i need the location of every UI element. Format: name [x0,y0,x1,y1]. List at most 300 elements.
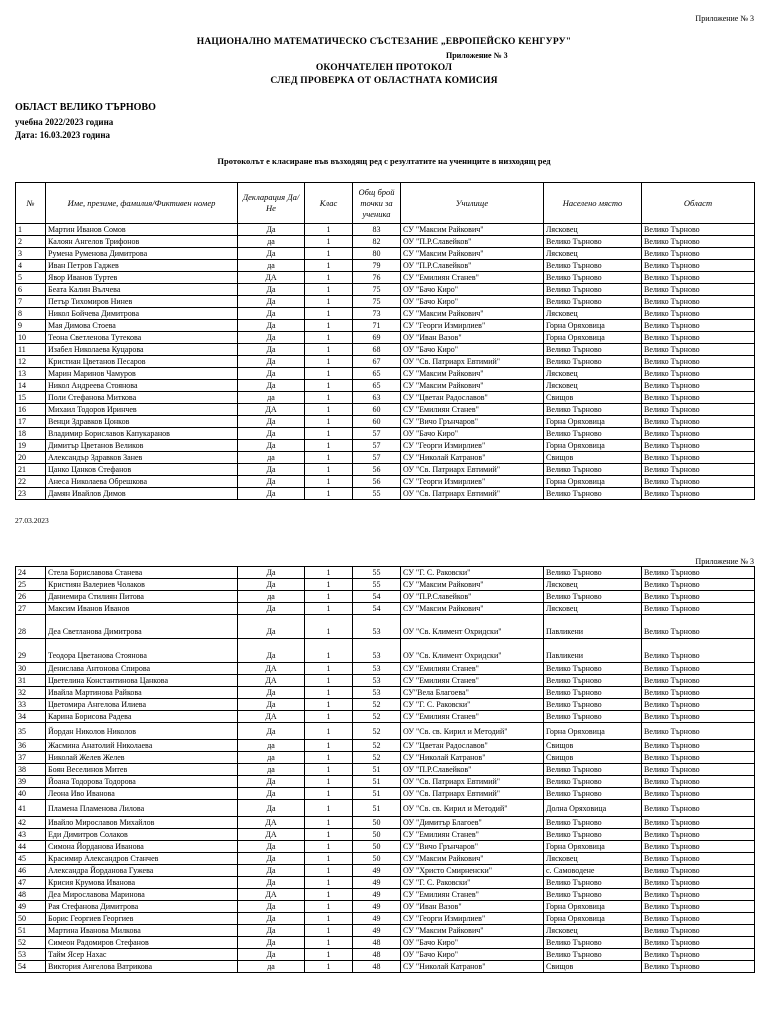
table-row [16,380,755,392]
cell-student-name: Виктория Ангелова Ватрикова [46,961,238,973]
cell-grade: 1 [305,284,353,296]
cell-row-number: 53 [16,949,46,961]
cell-town: Павликени [544,615,642,639]
cell-declaration: да [238,236,305,248]
cell-points: 52 [353,723,401,740]
col-header-number: № [16,183,46,224]
cell-region: Велико Търново [642,356,755,368]
cell-points: 51 [353,788,401,800]
cell-points: 83 [353,224,401,236]
cell-grade: 1 [305,723,353,740]
cell-row-number: 27 [16,603,46,615]
cell-town: Велико Търново [544,711,642,723]
cell-declaration: ДА [238,829,305,841]
cell-row-number: 52 [16,937,46,949]
cell-points: 65 [353,380,401,392]
cell-declaration: Да [238,615,305,639]
cell-row-number: 25 [16,579,46,591]
school-year: учебна 2022/2023 година [15,117,114,127]
cell-region: Велико Търново [642,865,755,877]
cell-declaration: Да [238,723,305,740]
cell-region: Велико Търново [642,248,755,260]
cell-declaration: Да [238,949,305,961]
cell-declaration: Да [238,579,305,591]
cell-row-number: 45 [16,853,46,865]
cell-grade: 1 [305,452,353,464]
cell-student-name: Пламена Пламенова Лилова [46,800,238,817]
cell-points: 54 [353,591,401,603]
page-break [0,529,768,559]
cell-town: Велико Търново [544,829,642,841]
cell-points: 49 [353,925,401,937]
cell-grade: 1 [305,488,353,500]
cell-region: Велико Търново [642,913,755,925]
cell-school: СУ "Николай Катранов" [401,452,544,464]
cell-row-number: 7 [16,296,46,308]
table-row [16,800,755,817]
table-row [16,567,755,579]
cell-region: Велико Търново [642,699,755,711]
cell-town: с. Самоводене [544,865,642,877]
cell-points: 49 [353,901,401,913]
cell-student-name: Йоана Тодорова Тодорова [46,776,238,788]
cell-row-number: 20 [16,452,46,464]
cell-points: 53 [353,687,401,699]
cell-points: 52 [353,752,401,764]
table-row [16,699,755,711]
cell-grade: 1 [305,687,353,699]
cell-grade: 1 [305,788,353,800]
cell-school: СУ "Георги Измирлиев" [401,440,544,452]
cell-row-number: 39 [16,776,46,788]
cell-points: 48 [353,949,401,961]
cell-region: Велико Търново [642,949,755,961]
cell-student-name: Еди Димитров Солаков [46,829,238,841]
cell-region: Велико Търново [642,764,755,776]
cell-points: 69 [353,332,401,344]
cell-school: ОУ "Св. св. Кирил и Методий" [401,800,544,817]
cell-row-number: 18 [16,428,46,440]
cell-region: Велико Търново [642,464,755,476]
cell-student-name: Дамян Ивайлов Димов [46,488,238,500]
cell-student-name: Борис Георгиев Георгиев [46,913,238,925]
cell-row-number: 31 [16,675,46,687]
cell-declaration: ДА [238,404,305,416]
cell-grade: 1 [305,961,353,973]
cell-region: Велико Търново [642,380,755,392]
table-row [16,788,755,800]
cell-school: СУ "Г. С. Раковски" [401,877,544,889]
cell-declaration: Да [238,937,305,949]
cell-row-number: 17 [16,416,46,428]
cell-school: ОУ "П.Р.Славейков" [401,764,544,776]
table-row [16,853,755,865]
cell-town: Свищов [544,452,642,464]
cell-school: СУ "Николай Катранов" [401,961,544,973]
cell-region: Велико Търново [642,308,755,320]
cell-row-number: 42 [16,817,46,829]
cell-grade: 1 [305,889,353,901]
cell-town: Лясковец [544,579,642,591]
cell-row-number: 13 [16,368,46,380]
table-row [16,877,755,889]
cell-grade: 1 [305,248,353,260]
cell-student-name: Боян Веселинов Митев [46,764,238,776]
cell-declaration: Да [238,344,305,356]
cell-school: СУ "Вичо Грънчаров" [401,841,544,853]
table-row [16,615,755,639]
cell-school: СУ "Максим Райкович" [401,224,544,236]
cell-student-name: Мая Димова Стоева [46,320,238,332]
footer-date: 27.03.2023 [15,516,49,525]
cell-grade: 1 [305,853,353,865]
cell-town: Лясковец [544,224,642,236]
cell-points: 56 [353,476,401,488]
protocol-date: Дата: 16.03.2023 година [15,130,111,140]
cell-grade: 1 [305,416,353,428]
cell-region: Велико Търново [642,740,755,752]
cell-declaration: Да [238,603,305,615]
cell-region: Велико Търново [642,615,755,639]
table-row [16,368,755,380]
cell-student-name: Марин Маринов Чамуров [46,368,238,380]
cell-town: Лясковец [544,248,642,260]
cell-student-name: Симеон Радомиров Стефанов [46,937,238,949]
cell-row-number: 51 [16,925,46,937]
cell-student-name: Цветомира Ангелова Илиева [46,699,238,711]
cell-student-name: Изабел Николаева Куцарова [46,344,238,356]
cell-school: СУ "Г. С. Раковски" [401,567,544,579]
cell-town: Горна Оряховица [544,332,642,344]
cell-school: СУ "Максим Райкович" [401,579,544,591]
cell-grade: 1 [305,356,353,368]
cell-row-number: 2 [16,236,46,248]
cell-school: ОУ "Иван Вазов" [401,901,544,913]
table-row [16,764,755,776]
cell-points: 75 [353,284,401,296]
cell-region: Велико Търново [642,272,755,284]
table-row [16,687,755,699]
cell-declaration: Да [238,224,305,236]
table-row [16,416,755,428]
cell-row-number: 16 [16,404,46,416]
cell-student-name: Кристиян Валериев Чолаков [46,579,238,591]
cell-points: 52 [353,711,401,723]
table-row [16,476,755,488]
cell-student-name: Даниемира Стилиян Питова [46,591,238,603]
cell-town: Лясковец [544,853,642,865]
table-row [16,272,755,284]
cell-row-number: 12 [16,356,46,368]
table-row [16,889,755,901]
cell-town: Велико Търново [544,260,642,272]
cell-town: Велико Търново [544,949,642,961]
cell-region: Велико Търново [642,440,755,452]
cell-region: Велико Търново [642,320,755,332]
cell-school: СУ "Вичо Грънчаров" [401,416,544,428]
cell-town: Горна Оряховица [544,440,642,452]
cell-declaration: да [238,764,305,776]
cell-school: СУ"Вела Благоева" [401,687,544,699]
table-row [16,428,755,440]
cell-row-number: 37 [16,752,46,764]
table-row [16,925,755,937]
cell-declaration: Да [238,332,305,344]
cell-row-number: 46 [16,865,46,877]
cell-row-number: 38 [16,764,46,776]
table-row [16,260,755,272]
cell-school: ОУ "Св. св. Кирил и Методий" [401,723,544,740]
cell-row-number: 48 [16,889,46,901]
cell-school: ОУ "Бачо Киро" [401,344,544,356]
cell-declaration: ДА [238,711,305,723]
cell-student-name: Венци Здравков Цонков [46,416,238,428]
cell-grade: 1 [305,800,353,817]
table-row [16,248,755,260]
cell-town: Велико Търново [544,344,642,356]
cell-declaration: да [238,392,305,404]
cell-row-number: 8 [16,308,46,320]
cell-declaration: да [238,452,305,464]
cell-student-name: Красимир Александров Станчев [46,853,238,865]
cell-school: ОУ "Св. Патриарх Евтимий" [401,488,544,500]
cell-points: 48 [353,961,401,973]
table-row [16,663,755,675]
cell-town: Горна Оряховица [544,320,642,332]
cell-school: СУ "Максим Райкович" [401,603,544,615]
cell-grade: 1 [305,752,353,764]
cell-town: Горна Оряховица [544,416,642,428]
cell-grade: 1 [305,937,353,949]
cell-points: 60 [353,404,401,416]
cell-student-name: Николай Желев Желев [46,752,238,764]
cell-region: Велико Търново [642,488,755,500]
cell-region: Велико Търново [642,901,755,913]
cell-points: 51 [353,764,401,776]
cell-grade: 1 [305,639,353,663]
col-header-school: Училище [401,183,544,224]
table-row [16,392,755,404]
table-row [16,488,755,500]
cell-points: 57 [353,428,401,440]
table-row [16,452,755,464]
cell-school: СУ "Цветан Радославов" [401,740,544,752]
cell-region: Велико Търново [642,591,755,603]
cell-town: Горна Оряховица [544,901,642,913]
table-row [16,284,755,296]
cell-points: 48 [353,937,401,949]
cell-region: Велико Търново [642,404,755,416]
cell-school: ОУ "Христо Смирненски" [401,865,544,877]
cell-region: Велико Търново [642,788,755,800]
region-label: ОБЛАСТ ВЕЛИКО ТЪРНОВО [15,102,156,113]
table-row [16,740,755,752]
cell-school: СУ "Емилиян Станев" [401,675,544,687]
cell-town: Велико Търново [544,284,642,296]
cell-points: 51 [353,776,401,788]
cell-grade: 1 [305,440,353,452]
cell-region: Велико Търново [642,603,755,615]
cell-declaration: да [238,740,305,752]
cell-region: Велико Търново [642,260,755,272]
cell-student-name: Иван Петров Гаджев [46,260,238,272]
cell-grade: 1 [305,260,353,272]
cell-town: Велико Търново [544,889,642,901]
cell-grade: 1 [305,404,353,416]
table-row [16,344,755,356]
cell-points: 67 [353,356,401,368]
cell-student-name: Деа Светланова Димитрова [46,615,238,639]
cell-region: Велико Търново [642,452,755,464]
cell-grade: 1 [305,865,353,877]
cell-points: 68 [353,344,401,356]
cell-school: ОУ "Бачо Киро" [401,937,544,949]
cell-region: Велико Търново [642,687,755,699]
cell-region: Велико Търново [642,800,755,817]
cell-town: Павликени [544,639,642,663]
cell-grade: 1 [305,236,353,248]
table-row [16,308,755,320]
cell-town: Велико Търново [544,236,642,248]
cell-grade: 1 [305,776,353,788]
cell-grade: 1 [305,877,353,889]
cell-grade: 1 [305,949,353,961]
cell-school: СУ "Георги Измирлиев" [401,913,544,925]
cell-student-name: Димитър Цветанов Великов [46,440,238,452]
table-row [16,356,755,368]
annex-label-top: Приложение № 3 [695,14,754,23]
cell-declaration: Да [238,380,305,392]
cell-school: ОУ "П.Р.Славейков" [401,260,544,272]
table-row [16,723,755,740]
cell-region: Велико Търново [642,639,755,663]
cell-declaration: Да [238,488,305,500]
annex-label-inline: Приложение № 3 [446,51,508,60]
cell-grade: 1 [305,675,353,687]
cell-row-number: 24 [16,567,46,579]
cell-region: Велико Търново [642,853,755,865]
cell-region: Велико Търново [642,889,755,901]
cell-points: 71 [353,320,401,332]
table-row [16,236,755,248]
cell-school: СУ "Емилиян Станев" [401,711,544,723]
cell-declaration: Да [238,853,305,865]
cell-declaration: ДА [238,663,305,675]
table-row [16,332,755,344]
table-row [16,296,755,308]
cell-region: Велико Търново [642,236,755,248]
cell-region: Велико Търново [642,296,755,308]
cell-declaration: Да [238,464,305,476]
cell-points: 76 [353,272,401,284]
cell-school: СУ "Максим Райкович" [401,248,544,260]
cell-points: 49 [353,877,401,889]
cell-declaration: ДА [238,889,305,901]
cell-declaration: Да [238,639,305,663]
cell-school: ОУ "Св. Патриарх Евтимий" [401,776,544,788]
table-row [16,865,755,877]
cell-region: Велико Търново [642,776,755,788]
cell-region: Велико Търново [642,937,755,949]
cell-town: Велико Търново [544,817,642,829]
table-row [16,949,755,961]
table-row [16,829,755,841]
cell-student-name: Беата Калин Вълчева [46,284,238,296]
cell-declaration: Да [238,699,305,711]
cell-row-number: 14 [16,380,46,392]
cell-student-name: Стела Бориславова Станева [46,567,238,579]
cell-town: Горна Оряховица [544,476,642,488]
cell-town: Велико Търново [544,428,642,440]
cell-declaration: Да [238,901,305,913]
cell-student-name: Денислава Антонова Спирова [46,663,238,675]
table-body-page-1 [16,224,755,500]
cell-student-name: Деа Мирославова Маринова [46,889,238,901]
cell-school: ОУ "П.Р.Славейков" [401,591,544,603]
cell-school: СУ "Максим Райкович" [401,380,544,392]
cell-declaration: Да [238,788,305,800]
table-row [16,591,755,603]
cell-declaration: Да [238,567,305,579]
cell-declaration: Да [238,913,305,925]
cell-school: ОУ "Св. Патриарх Евтимий" [401,788,544,800]
cell-school: ОУ "Бачо Киро" [401,949,544,961]
cell-points: 57 [353,440,401,452]
cell-school: СУ "Г. С. Раковски" [401,699,544,711]
cell-points: 49 [353,913,401,925]
cell-town: Велико Търново [544,488,642,500]
cell-grade: 1 [305,711,353,723]
cell-grade: 1 [305,272,353,284]
cell-school: СУ "Цветан Радославов" [401,392,544,404]
table-row [16,675,755,687]
cell-school: ОУ "Св. Климент Охридски" [401,639,544,663]
table-row [16,752,755,764]
annex-label-page-2: Приложение № 3 [695,557,754,566]
cell-grade: 1 [305,740,353,752]
cell-student-name: Александра Йорданова Гужева [46,865,238,877]
cell-declaration: Да [238,800,305,817]
cell-town: Велико Търново [544,464,642,476]
cell-grade: 1 [305,591,353,603]
cell-declaration: ДА [238,272,305,284]
cell-region: Велико Търново [642,817,755,829]
cell-town: Велико Търново [544,788,642,800]
col-header-town: Населено място [544,183,642,224]
col-header-name: Име, презиме, фамилия/Фиктивен номер [46,183,238,224]
cell-declaration: Да [238,248,305,260]
table-row [16,901,755,913]
cell-grade: 1 [305,392,353,404]
cell-student-name: Ивайла Мартинова Райкова [46,687,238,699]
cell-points: 50 [353,841,401,853]
cell-school: СУ "Емилиян Станев" [401,404,544,416]
cell-region: Велико Търново [642,961,755,973]
cell-student-name: Карина Борисова Радева [46,711,238,723]
cell-declaration: Да [238,776,305,788]
cell-grade: 1 [305,817,353,829]
cell-region: Велико Търново [642,224,755,236]
cell-points: 65 [353,368,401,380]
cell-student-name: Петър Тихомиров Нинев [46,296,238,308]
table-row [16,579,755,591]
table-row [16,224,755,236]
cell-school: ОУ "П.Р.Славейков" [401,236,544,248]
cell-points: 82 [353,236,401,248]
cell-points: 53 [353,675,401,687]
col-header-region: Област [642,183,755,224]
cell-points: 56 [353,464,401,476]
